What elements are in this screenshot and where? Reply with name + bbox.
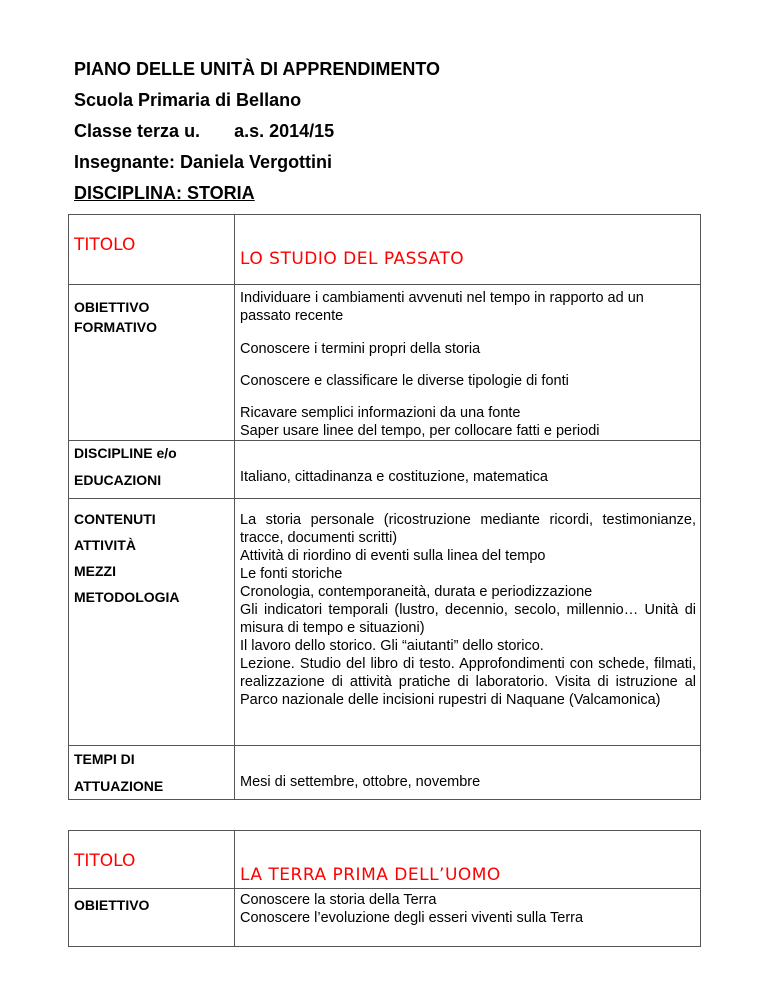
title-label: TITOLO [74,235,136,255]
objective-row [69,889,701,947]
title-value-cell [235,831,701,889]
contents-row [69,499,701,746]
title-row [69,215,701,285]
activities-label: ATTIVITÀ [74,537,136,553]
title-value-cell [235,215,701,285]
objective-item: Conoscere l’evoluzione degli esseri viventi sulla Terra [240,910,584,926]
objective-item: Saper usare linee del tempo, per collocare fatti e periodi [240,423,600,439]
document-title: PIANO DELLE UNITÀ DI APPRENDIMENTO [74,59,441,79]
contents-item: Le fonti storiche [240,566,343,582]
document-header [74,54,440,209]
objective-value-cell [235,889,701,947]
methodology-label: METODOLOGIA [74,589,180,605]
objective-value-cell [235,285,701,441]
class-label: Classe terza u. [74,121,201,141]
discipline-label: DISCIPLINE e/o [74,445,177,461]
contents-label-cell [69,499,235,746]
objective-label: OBIETTIVO [74,299,150,315]
objective-item: Conoscere e classificare le diverse tipologie di fonti [240,373,569,389]
unit-title: LA TERRA PRIMA DELL’UOMO [240,865,501,885]
objective-label-cell [69,285,235,441]
timing-row [69,746,701,800]
objective-item: Ricavare semplici informazioni da una fonte [240,405,521,421]
discipline-label-2: EDUCAZIONI [74,472,162,488]
discipline-title: DISCIPLINA: STORIA [74,183,255,203]
contents-value-cell [235,499,701,746]
school-year: a.s. 2014/15 [234,121,335,141]
discipline-value-cell [235,441,701,499]
contents-item: Gli indicatori temporali (lustro, decennio, secolo, millennio… Unità di misura di tempo e situazioni) [240,602,696,636]
objective-label-cell [69,889,235,947]
objective-row [69,285,701,441]
title-row [69,831,701,889]
discipline-value: Italiano, cittadinanza e costituzione, matematica [240,469,548,485]
objective-item: Individuare i cambiamenti avvenuti nel tempo in rapporto ad un passato recente [240,290,644,324]
timing-value-cell [235,746,701,800]
contents-label: CONTENUTI [74,511,156,527]
contents-item: Cronologia, contemporaneità, durata e periodizzazione [240,584,593,600]
title-label: TITOLO [74,851,136,871]
discipline-row [69,441,701,499]
timing-label-2: ATTUAZIONE [74,778,164,794]
contents-item: Attività di riordino di eventi sulla linea del tempo [240,548,546,564]
school-name: Scuola Primaria di Bellano [74,90,302,110]
class-year-line [74,116,440,147]
contents-item: Lezione. Studio del libro di testo. Approfondimenti con schede, filmati, realizzazione di attività pratiche di laboratorio. Visita di istruzione al Parco nazionale delle incisioni rupestri di Naquane (Valcamonica) [240,656,696,708]
unit-title: LO STUDIO DEL PASSATO [240,249,465,269]
timing-value: Mesi di settembre, ottobre, novembre [240,774,481,790]
unit-table-1 [68,214,701,800]
contents-item: La storia personale (ricostruzione mediante ricordi, testimonianze, tracce, documenti scritti) [240,512,696,546]
timing-label-cell [69,746,235,800]
title-label-cell [69,831,235,889]
discipline-label-cell [69,441,235,499]
unit-table-2 [68,830,701,947]
timing-label: TEMPI DI [74,751,135,767]
teacher-name: Insegnante: Daniela Vergottini [74,152,333,172]
means-label: MEZZI [74,563,116,579]
objective-item: Conoscere la storia della Terra [240,892,437,908]
title-label-cell [69,215,235,285]
objective-label: OBIETTIVO [74,897,150,913]
contents-item: Il lavoro dello storico. Gli “aiutanti” dello storico. [240,638,544,654]
objective-item: Conoscere i termini propri della storia [240,341,481,357]
objective-label-2: FORMATIVO [74,319,157,335]
